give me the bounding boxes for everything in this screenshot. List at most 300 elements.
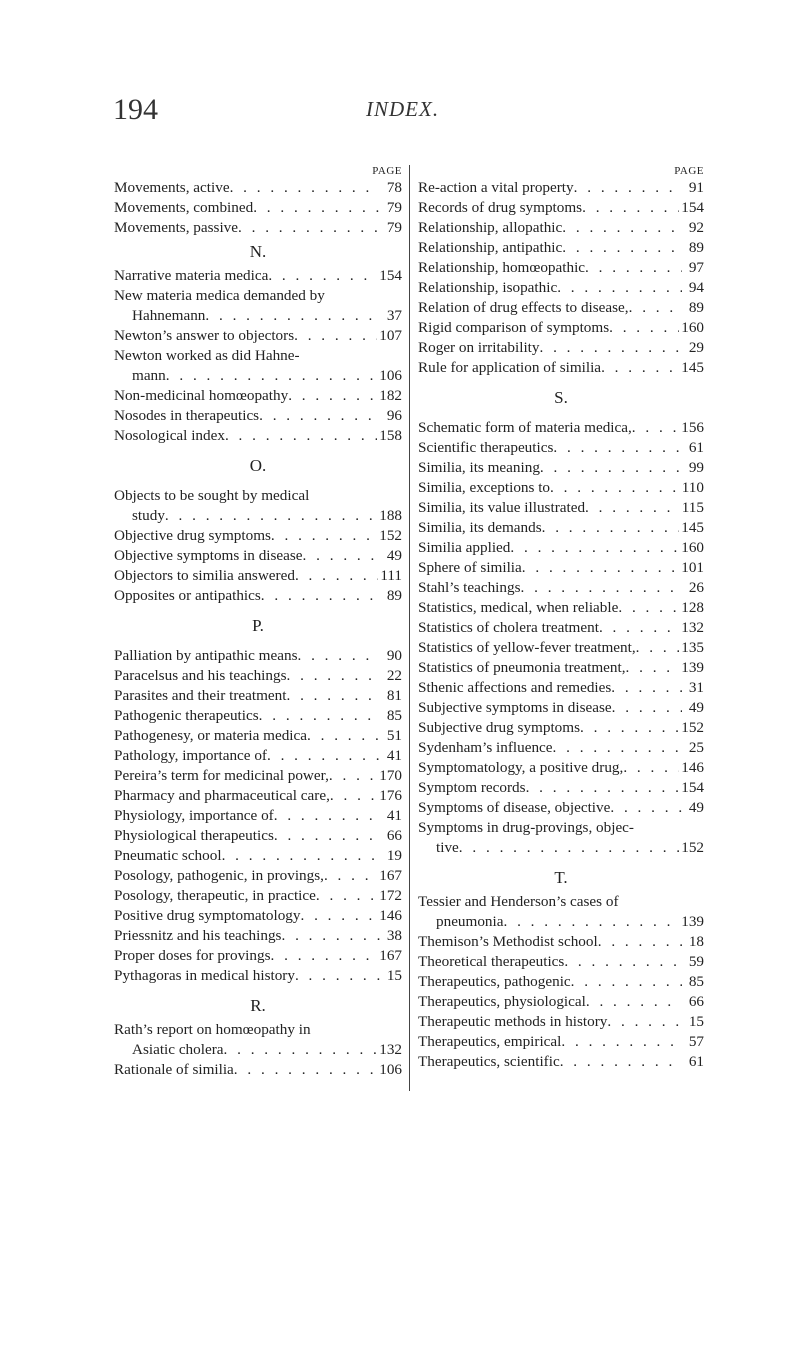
index-group bbox=[114, 646, 402, 986]
index-entry-page: 31 bbox=[688, 679, 704, 696]
index-entry bbox=[418, 1052, 704, 1072]
leader-dots bbox=[316, 886, 377, 906]
leader-dots bbox=[503, 912, 679, 932]
page-column-label: PAGE bbox=[674, 165, 704, 177]
index-entry-page: 146 bbox=[379, 907, 402, 924]
index-entry-text: Posology, therapeutic, in practice bbox=[114, 887, 316, 904]
leader-dots bbox=[539, 338, 682, 358]
leader-dots bbox=[540, 458, 682, 478]
index-entry bbox=[418, 932, 704, 952]
index-entry-line bbox=[418, 318, 704, 338]
index-entry-line bbox=[418, 932, 704, 952]
index-entry-text: Therapeutics, empirical bbox=[418, 1033, 562, 1050]
index-entry-text: pneumonia bbox=[436, 913, 504, 930]
index-entry-line bbox=[418, 798, 704, 818]
index-entry bbox=[114, 266, 402, 286]
index-entry-page: 37 bbox=[386, 307, 402, 324]
index-entry-text: study bbox=[132, 507, 165, 524]
index-entry-text: Statistics of cholera treatment bbox=[418, 619, 599, 636]
index-entry-page: 156 bbox=[681, 419, 704, 436]
leader-dots bbox=[561, 1032, 682, 1052]
index-entry-text: Hahnemann bbox=[132, 307, 206, 324]
index-entry-line bbox=[114, 886, 402, 906]
index-group bbox=[114, 486, 402, 606]
index-entry-text: Movements, passive bbox=[114, 219, 239, 236]
index-entry-text: Records of drug symptoms bbox=[418, 199, 583, 216]
index-entry-text: Movements, combined bbox=[114, 199, 254, 216]
index-entry bbox=[418, 972, 704, 992]
index-entry bbox=[418, 318, 704, 338]
leader-dots bbox=[618, 598, 679, 618]
leader-dots bbox=[288, 386, 377, 406]
leader-dots bbox=[294, 326, 377, 346]
section-letter: S. bbox=[554, 388, 568, 407]
index-entry-text: Relationship, allopathic bbox=[418, 219, 563, 236]
leader-dots bbox=[297, 646, 380, 666]
leader-dots bbox=[586, 992, 682, 1012]
index-entry-page: 128 bbox=[681, 599, 704, 616]
leader-dots bbox=[222, 846, 380, 866]
index-entry-page: 51 bbox=[386, 727, 402, 744]
leader-dots bbox=[521, 578, 682, 598]
index-entry-text: Asiatic cholera bbox=[132, 1041, 224, 1058]
index-entry-line bbox=[418, 718, 704, 738]
index-entry bbox=[114, 198, 402, 218]
index-entry-line bbox=[114, 706, 402, 726]
index-entry-text: Proper doses for provings bbox=[114, 947, 271, 964]
index-entry bbox=[418, 338, 704, 358]
leader-dots bbox=[542, 518, 680, 538]
index-entry-line bbox=[114, 566, 402, 586]
index-entry-text: Parasites and their treatment bbox=[114, 687, 287, 704]
index-entry-line bbox=[114, 366, 402, 386]
index-entry-line bbox=[418, 478, 704, 498]
index-entry-text: Pereira’s term for medicinal power, bbox=[114, 767, 329, 784]
leader-dots bbox=[612, 698, 682, 718]
index-entry-page: 49 bbox=[688, 799, 704, 816]
index-entry bbox=[114, 966, 402, 986]
index-entry-line bbox=[418, 538, 704, 558]
leader-dots bbox=[585, 258, 682, 278]
index-entry-page: 78 bbox=[386, 179, 402, 196]
index-entry-line bbox=[114, 966, 402, 986]
index-entry-text: Rigid comparison of symptoms bbox=[418, 319, 610, 336]
index-entry-first-line: Newton worked as did Hahne- bbox=[114, 347, 300, 364]
index-entry-text: Similia, exceptions to bbox=[418, 479, 551, 496]
index-entry-text: Narrative materia medica bbox=[114, 267, 269, 284]
index-entry-line bbox=[114, 846, 402, 866]
index-entry-line bbox=[418, 458, 704, 478]
index-entry-page: 79 bbox=[386, 219, 402, 236]
leader-dots bbox=[274, 806, 380, 826]
index-entry bbox=[114, 766, 402, 786]
index-entry-text: tive bbox=[436, 839, 459, 856]
index-entry bbox=[114, 1020, 402, 1060]
leader-dots bbox=[271, 946, 378, 966]
index-entry-line bbox=[418, 258, 704, 278]
index-entry-text: Palliation by antipathic means bbox=[114, 647, 298, 664]
index-entry bbox=[114, 846, 402, 866]
leader-dots bbox=[550, 478, 680, 498]
index-entry-line bbox=[114, 586, 402, 606]
index-entry-page: 139 bbox=[681, 913, 704, 930]
index-entry bbox=[418, 418, 704, 438]
index-entry-line bbox=[418, 778, 704, 798]
index-entry-page: 99 bbox=[688, 459, 704, 476]
index-entry-page: 158 bbox=[379, 427, 402, 444]
index-entry-text: Posology, pathogenic, in provings, bbox=[114, 867, 324, 884]
index-entry bbox=[418, 258, 704, 278]
leader-dots bbox=[287, 666, 381, 686]
index-entry-text: Therapeutics, physiological bbox=[418, 993, 586, 1010]
index-entry bbox=[418, 818, 704, 858]
index-entry-text: Subjective drug symptoms bbox=[418, 719, 580, 736]
index-entry bbox=[418, 1032, 704, 1052]
index-entry-line bbox=[114, 1060, 402, 1080]
index-entry-line bbox=[418, 238, 704, 258]
index-entry-line bbox=[418, 558, 704, 578]
page-number: 194 bbox=[113, 93, 158, 126]
index-entry-line bbox=[418, 952, 704, 972]
index-entry-line bbox=[114, 546, 402, 566]
index-entry-line bbox=[114, 306, 402, 326]
index-entry bbox=[114, 686, 402, 706]
leader-dots bbox=[526, 778, 680, 798]
index-entry bbox=[418, 458, 704, 478]
index-entry-line bbox=[114, 826, 402, 846]
index-entry-line bbox=[418, 698, 704, 718]
index-entry-text: Statistics, medical, when reliable bbox=[418, 599, 619, 616]
index-entry-line bbox=[418, 738, 704, 758]
index-entry-text: Subjective symptoms in disease bbox=[418, 699, 612, 716]
index-group bbox=[114, 1020, 402, 1080]
index-entry-line bbox=[418, 658, 704, 678]
index-entry-page: 49 bbox=[386, 547, 402, 564]
index-entry-text: Similia applied bbox=[418, 539, 511, 556]
index-entry-line bbox=[418, 518, 704, 538]
index-entry-line bbox=[114, 906, 402, 926]
index-entry-text: Positive drug symptomatology bbox=[114, 907, 301, 924]
index-entry-page: 106 bbox=[379, 1061, 402, 1078]
index-entry-text: Pneumatic school bbox=[114, 847, 222, 864]
index-entry bbox=[418, 738, 704, 758]
index-entry-line bbox=[418, 218, 704, 238]
index-entry-text: Newton’s answer to objectors bbox=[114, 327, 295, 344]
index-entry-page: 188 bbox=[379, 507, 402, 524]
leader-dots bbox=[166, 366, 377, 386]
index-entry-text: Paracelsus and his teachings bbox=[114, 667, 287, 684]
index-entry bbox=[418, 218, 704, 238]
index-entry-line bbox=[114, 646, 402, 666]
index-entry-line bbox=[418, 1052, 704, 1072]
leader-dots bbox=[324, 866, 377, 886]
leader-dots bbox=[571, 972, 682, 992]
index-entry-text: Physiological therapeutics bbox=[114, 827, 274, 844]
index-entry-page: 66 bbox=[386, 827, 402, 844]
index-entry-first-line: Symptoms in drug-provings, objec- bbox=[418, 819, 634, 836]
index-entry-text: Non-medicinal homœopathy bbox=[114, 387, 289, 404]
index-entry-text: Relationship, antipathic bbox=[418, 239, 563, 256]
index-entry-page: 19 bbox=[386, 847, 402, 864]
leader-dots bbox=[295, 966, 380, 986]
index-entry bbox=[418, 992, 704, 1012]
index-entry-page: 152 bbox=[681, 839, 704, 856]
index-entry-page: 172 bbox=[379, 887, 402, 904]
index-entry-page: 160 bbox=[681, 539, 704, 556]
index-entry-line bbox=[114, 266, 402, 286]
index-entry bbox=[418, 638, 704, 658]
index-entry-page: 182 bbox=[379, 387, 402, 404]
index-entry-text: Therapeutics, pathogenic bbox=[418, 973, 571, 990]
index-entry bbox=[418, 278, 704, 298]
index-entry-text: Objective symptoms in disease bbox=[114, 547, 303, 564]
index-entry bbox=[114, 786, 402, 806]
index-entry-line bbox=[114, 218, 402, 238]
index-group bbox=[418, 892, 704, 1072]
index-entry-page: 146 bbox=[681, 759, 704, 776]
index-entry-line bbox=[418, 338, 704, 358]
index-entry-text: Re-action a vital property bbox=[418, 179, 574, 196]
index-entry-page: 81 bbox=[386, 687, 402, 704]
index-entry-line bbox=[114, 1040, 402, 1060]
index-entry-page: 92 bbox=[688, 219, 704, 236]
index-entry-text: Symptomatology, a positive drug, bbox=[418, 759, 624, 776]
leader-dots bbox=[553, 438, 682, 458]
leader-dots bbox=[626, 658, 680, 678]
index-entry bbox=[418, 598, 704, 618]
index-entry-line bbox=[114, 526, 402, 546]
index-entry-text: Relation of drug effects to disease, bbox=[418, 299, 629, 316]
index-entry bbox=[114, 906, 402, 926]
leader-dots bbox=[582, 198, 679, 218]
index-entry-page: 66 bbox=[688, 993, 704, 1010]
index-entry-page: 26 bbox=[688, 579, 704, 596]
index-entry bbox=[114, 746, 402, 766]
index-entry-text: Pharmacy and pharmaceutical care, bbox=[114, 787, 330, 804]
index-entry-page: 101 bbox=[681, 559, 704, 576]
leader-dots bbox=[562, 218, 682, 238]
index-entry bbox=[114, 326, 402, 346]
index-entry bbox=[418, 892, 704, 932]
index-entry-line bbox=[114, 806, 402, 826]
index-entry-page: 170 bbox=[379, 767, 402, 784]
left-column bbox=[114, 165, 402, 1080]
section-letter: T. bbox=[554, 868, 568, 887]
index-entry-text: Themison’s Methodist school bbox=[418, 933, 598, 950]
index-entry bbox=[418, 618, 704, 638]
index-entry-page: 154 bbox=[681, 779, 704, 796]
index-entry-page: 90 bbox=[386, 647, 402, 664]
index-entry-text: Opposites or antipathics bbox=[114, 587, 261, 604]
leader-dots bbox=[224, 1040, 378, 1060]
index-group bbox=[114, 178, 402, 238]
index-entry bbox=[114, 586, 402, 606]
leader-dots bbox=[267, 746, 380, 766]
leader-dots bbox=[564, 952, 682, 972]
index-entry bbox=[418, 498, 704, 518]
leader-dots bbox=[636, 638, 680, 658]
right-column bbox=[418, 165, 704, 1072]
index-entry-text: Pythagoras in medical history bbox=[114, 967, 295, 984]
index-entry bbox=[418, 198, 704, 218]
index-entry-text: Rule for application of similia bbox=[418, 359, 602, 376]
index-entry bbox=[114, 386, 402, 406]
index-entry bbox=[114, 946, 402, 966]
index-entry-line bbox=[418, 438, 704, 458]
index-entry-text: Rationale of similia bbox=[114, 1061, 234, 1078]
index-entry-line bbox=[114, 178, 402, 198]
leader-dots bbox=[557, 278, 682, 298]
leader-dots bbox=[274, 826, 380, 846]
leader-dots bbox=[623, 758, 679, 778]
index-entry-page: 18 bbox=[688, 933, 704, 950]
index-entry bbox=[114, 706, 402, 726]
leader-dots bbox=[632, 418, 679, 438]
index-entry-line bbox=[114, 326, 402, 346]
index-entry bbox=[418, 538, 704, 558]
index-entry-line bbox=[114, 866, 402, 886]
index-entry bbox=[114, 486, 402, 526]
index-entry bbox=[418, 678, 704, 698]
index-entry-line bbox=[114, 198, 402, 218]
index-entry-line bbox=[114, 506, 402, 526]
index-entry-text: Sthenic affections and remedies bbox=[418, 679, 612, 696]
index-entry-page: 132 bbox=[681, 619, 704, 636]
leader-dots bbox=[281, 926, 380, 946]
index-entry bbox=[418, 698, 704, 718]
index-entry-text: Physiology, importance of bbox=[114, 807, 274, 824]
index-entry bbox=[114, 526, 402, 546]
index-entry-page: 139 bbox=[681, 659, 704, 676]
index-entry-page: 152 bbox=[379, 527, 402, 544]
index-entry bbox=[114, 666, 402, 686]
index-entry bbox=[418, 758, 704, 778]
leader-dots bbox=[268, 266, 377, 286]
index-entry-line bbox=[418, 972, 704, 992]
index-entry-text: Stahl’s teachings bbox=[418, 579, 521, 596]
index-entry-page: 22 bbox=[386, 667, 402, 684]
leader-dots bbox=[553, 738, 682, 758]
index-entry-line bbox=[114, 726, 402, 746]
index-entry-text: Roger on irritability bbox=[418, 339, 540, 356]
index-entry-page: 29 bbox=[688, 339, 704, 356]
index-entry-line bbox=[114, 766, 402, 786]
section-letter: R. bbox=[250, 996, 266, 1015]
index-entry-page: 15 bbox=[386, 967, 402, 984]
index-entry-line bbox=[418, 198, 704, 218]
index-entry-page: 97 bbox=[688, 259, 704, 276]
index-entry-text: Movements, active bbox=[114, 179, 230, 196]
index-entry bbox=[418, 952, 704, 972]
index-entry-line bbox=[418, 278, 704, 298]
index-entry-page: 61 bbox=[688, 439, 704, 456]
index-entry bbox=[418, 238, 704, 258]
index-entry-line bbox=[114, 786, 402, 806]
index-entry-page: 91 bbox=[688, 179, 704, 196]
leader-dots bbox=[253, 198, 380, 218]
index-entry-text: Priessnitz and his teachings bbox=[114, 927, 282, 944]
index-entry-text: Statistics of pneumonia treatment, bbox=[418, 659, 626, 676]
index-entry-page: 106 bbox=[379, 367, 402, 384]
column-divider bbox=[409, 165, 410, 1091]
index-entry-line bbox=[418, 498, 704, 518]
index-entry-line bbox=[114, 686, 402, 706]
index-entry-text: Symptom records bbox=[418, 779, 526, 796]
section-letter: O. bbox=[249, 456, 267, 475]
running-title: INDEX. bbox=[366, 97, 440, 121]
index-entry bbox=[114, 346, 402, 386]
index-entry-page: 145 bbox=[681, 519, 704, 536]
section-letter: P. bbox=[252, 616, 264, 635]
index-entry-text: Nosological index bbox=[114, 427, 225, 444]
leader-dots bbox=[599, 618, 679, 638]
leader-dots bbox=[601, 358, 679, 378]
index-entry-text: Statistics of yellow-fever treatment, bbox=[418, 639, 636, 656]
leader-dots bbox=[574, 178, 682, 198]
index-entry-page: 41 bbox=[386, 747, 402, 764]
index-entry-line bbox=[114, 926, 402, 946]
index-group bbox=[418, 418, 704, 858]
leader-dots bbox=[259, 406, 380, 426]
leader-dots bbox=[271, 526, 377, 546]
index-entry-line bbox=[418, 912, 704, 932]
index-entry-page: 61 bbox=[688, 1053, 704, 1070]
index-entry bbox=[114, 646, 402, 666]
index-entry-text: Theoretical therapeutics bbox=[418, 953, 565, 970]
leader-dots bbox=[330, 786, 377, 806]
index-entry bbox=[114, 218, 402, 238]
index-entry bbox=[418, 558, 704, 578]
index-entry-page: 85 bbox=[688, 973, 704, 990]
leader-dots bbox=[307, 726, 380, 746]
index-entry-page: 111 bbox=[380, 567, 402, 584]
index-entry bbox=[418, 478, 704, 498]
index-entry-page: 89 bbox=[688, 239, 704, 256]
index-entry-line bbox=[418, 638, 704, 658]
index-entry bbox=[418, 178, 704, 198]
index-entry-line bbox=[418, 418, 704, 438]
index-entry bbox=[418, 798, 704, 818]
index-entry-line bbox=[114, 666, 402, 686]
index-entry bbox=[418, 298, 704, 318]
index-entry bbox=[418, 778, 704, 798]
leader-dots bbox=[259, 706, 380, 726]
index-entry bbox=[114, 406, 402, 426]
leader-dots bbox=[607, 1012, 682, 1032]
index-entry-first-line: New materia medica demanded by bbox=[114, 287, 325, 304]
index-entry bbox=[114, 806, 402, 826]
leader-dots bbox=[580, 718, 679, 738]
leader-dots bbox=[459, 838, 679, 858]
index-entry-page: 145 bbox=[681, 359, 704, 376]
leader-dots bbox=[295, 566, 378, 586]
index-entry-text: Objective drug symptoms bbox=[114, 527, 271, 544]
index-entry-first-line: Rath’s report on homœopathy in bbox=[114, 1021, 311, 1038]
index-entry-page: 107 bbox=[379, 327, 402, 344]
index-entry-text: Therapeutics, scientific bbox=[418, 1053, 560, 1070]
index-group bbox=[418, 178, 704, 378]
index-entry bbox=[114, 726, 402, 746]
index-entry-page: 59 bbox=[688, 953, 704, 970]
index-entry-page: 38 bbox=[386, 927, 402, 944]
index-entry-page: 57 bbox=[688, 1033, 704, 1050]
index-entry-page: 94 bbox=[688, 279, 704, 296]
index-entry-text: Objectors to similia answered bbox=[114, 567, 295, 584]
index-entry-page: 115 bbox=[681, 499, 704, 516]
index-entry-page: 132 bbox=[379, 1041, 402, 1058]
leader-dots bbox=[261, 586, 380, 606]
index-entry-text: Sydenham’s influence bbox=[418, 739, 553, 756]
